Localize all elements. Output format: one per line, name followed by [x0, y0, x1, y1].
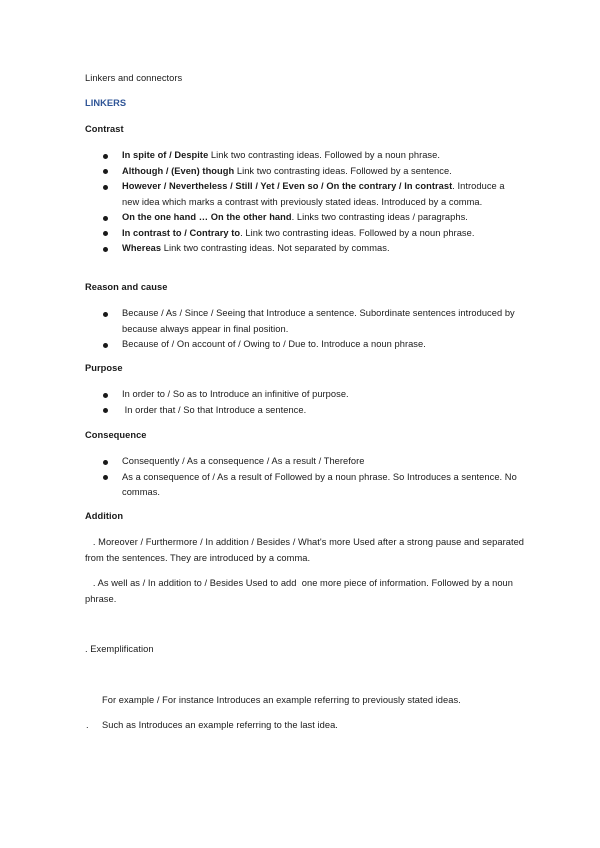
addition-paragraph-1: . Moreover / Furthermore / In addition / Besides / What's more Used after a strong pause and separated from the sentences. They are introduced by a comma.	[85, 537, 527, 563]
list-item: Because of / On account of / Owing to / Due to. Introduce a noun phrase.	[103, 337, 523, 353]
contrast-list	[103, 148, 523, 257]
reason-list	[103, 306, 523, 353]
purpose-list	[103, 387, 523, 418]
consequence-list	[103, 454, 523, 501]
list-item: Consequently / As a consequence / As a result / Therefore	[103, 454, 523, 470]
addition-heading: Addition	[85, 511, 124, 521]
bullet-icon	[103, 475, 108, 480]
bullet-icon	[103, 185, 108, 190]
addition-paragraph-2: . As well as / In addition to / Besides Used to add one more piece of information. Followed by a noun phrase.	[85, 578, 516, 604]
list-item: Although / (Even) though Link two contrasting ideas. Followed by a sentence.	[103, 164, 523, 180]
list-item: Because / As / Since / Seeing that Introduce a sentence. Subordinate sentences introduced by because always appear in final position.	[103, 306, 523, 337]
list-item: In order that / So that Introduce a sentence.	[103, 403, 523, 419]
linkers-heading: LINKERS	[85, 98, 127, 108]
bullet-icon	[103, 343, 108, 348]
reason-heading: Reason and cause	[85, 282, 168, 292]
list-item: In spite of / Despite Link two contrasting ideas. Followed by a noun phrase.	[103, 148, 523, 164]
bullet-icon	[103, 169, 108, 174]
contrast-heading: Contrast	[85, 124, 124, 134]
list-item: As a consequence of / As a result of Followed by a noun phrase. So Introduces a sentence. No commas.	[103, 470, 523, 501]
bullet-icon	[103, 216, 108, 221]
purpose-heading: Purpose	[85, 363, 123, 373]
bullet-icon	[103, 408, 108, 413]
consequence-heading: Consequence	[85, 430, 147, 440]
exemplification-line-2: Such as Introduces an example referring to the last idea.	[102, 720, 338, 730]
exemplification-line-1: For example / For instance Introduces an example referring to previously stated ideas.	[102, 695, 461, 705]
bullet-icon	[103, 312, 108, 317]
bullet-icon	[103, 231, 108, 236]
list-item: Whereas Link two contrasting ideas. Not separated by commas.	[103, 241, 523, 257]
list-item: On the one hand … On the other hand. Links two contrasting ideas / paragraphs.	[103, 210, 523, 226]
document-title: Linkers and connectors	[85, 73, 183, 83]
bullet-icon	[103, 154, 108, 159]
bullet-icon	[103, 393, 108, 398]
list-item: However / Nevertheless / Still / Yet / Even so / On the contrary / In contrast. Introduce a new idea which marks a contrast with previously stated ideas. Introduced by a comma.	[103, 179, 523, 210]
list-item: In contrast to / Contrary to. Link two contrasting ideas. Followed by a noun phrase.	[103, 226, 523, 242]
list-item: In order to / So as to Introduce an infinitive of purpose.	[103, 387, 523, 403]
exemplification-line-2-prefix: .	[86, 720, 89, 730]
exemplification-heading: . Exemplification	[85, 644, 154, 654]
bullet-icon	[103, 247, 108, 252]
bullet-icon	[103, 460, 108, 465]
